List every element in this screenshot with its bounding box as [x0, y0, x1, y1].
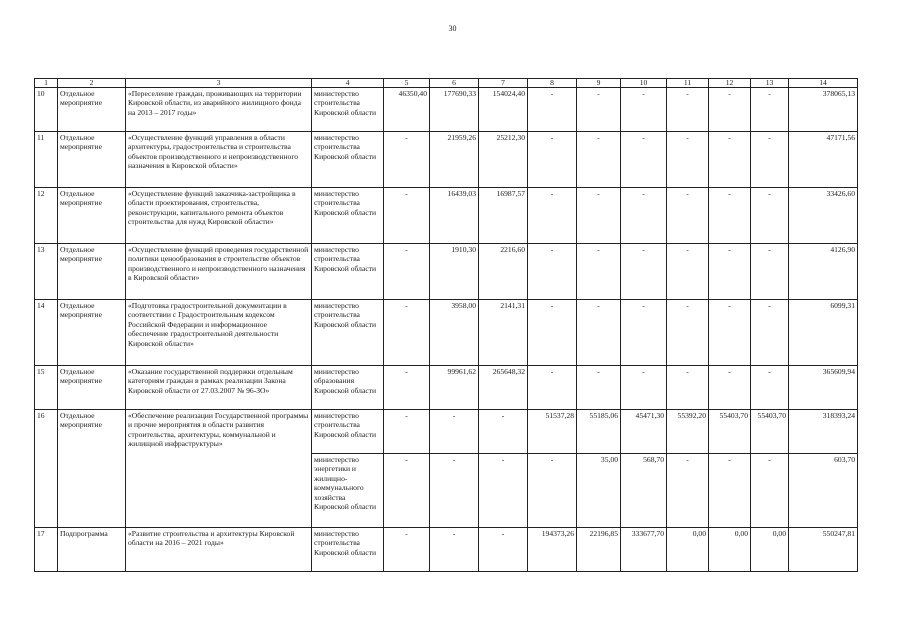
row-program-name: «Подготовка градостроительной документации в соответствии с Градостроительным кодексом Российской Федерации и информационное обеспечение градостроительной деятельности Кировской области» [126, 300, 312, 366]
row-value: - [577, 244, 621, 300]
row-value: - [709, 188, 751, 244]
row-program-name: «Обеспечение реализации Государственной программы и прочие мероприятия в области развития строительства, архитектуры, коммунальной и жилищной инфраструктуры» [126, 410, 312, 528]
row-value: - [577, 300, 621, 366]
row-total: 318393,24 [789, 410, 858, 454]
row-value: - [430, 528, 479, 572]
row-value: 45471,30 [621, 410, 667, 454]
row-program-name: «Осуществление функций управления в области архитектуры, градостроительства и строительства объектов производственного и непроизводственного назначения в Кировской области» [126, 132, 312, 188]
row-value: - [621, 88, 667, 132]
column-header: 8 [528, 79, 577, 88]
row-value: - [577, 132, 621, 188]
row-value: 333677,70 [621, 528, 667, 572]
row-value: - [430, 454, 479, 528]
row-value: 16987,57 [479, 188, 528, 244]
row-total: 4126,90 [789, 244, 858, 300]
row-value: - [751, 454, 789, 528]
column-header: 14 [789, 79, 858, 88]
column-header: 9 [577, 79, 621, 88]
row-executor: министерство строительства Кировской области [312, 410, 384, 454]
row-value: - [577, 88, 621, 132]
row-value: 55185,06 [577, 410, 621, 454]
row-value: - [528, 366, 577, 410]
row-value: 177690,33 [430, 88, 479, 132]
row-value: - [751, 188, 789, 244]
row-value: - [384, 410, 430, 454]
row-value: - [751, 132, 789, 188]
row-value: 21959,26 [430, 132, 479, 188]
page-number: 30 [448, 24, 457, 33]
row-value: - [528, 188, 577, 244]
row-value: - [751, 244, 789, 300]
row-value: - [709, 132, 751, 188]
row-total: 378065,13 [789, 88, 858, 132]
table-row [35, 528, 858, 572]
row-value: - [621, 244, 667, 300]
row-value: - [384, 366, 430, 410]
row-value: - [430, 410, 479, 454]
row-value: 55403,70 [709, 410, 751, 454]
row-value: - [384, 528, 430, 572]
row-value: 1910,30 [430, 244, 479, 300]
row-value: - [667, 366, 709, 410]
row-number: 10 [35, 88, 58, 132]
row-program-name: «Осуществление функций проведения государственной политики ценообразования в строительстве объектов производственного и непроизводственного назначения в Кировской области» [126, 244, 312, 300]
row-value: 2141,31 [479, 300, 528, 366]
row-value: 25212,30 [479, 132, 528, 188]
column-header: 5 [384, 79, 430, 88]
row-value: - [751, 88, 789, 132]
row-program-name: «Осуществление функций заказчика-застройщика в области проектирования, строительства, реконструкции, капитального ремонта объектов строительства для нужд Кировской области» [126, 188, 312, 244]
row-value: - [751, 300, 789, 366]
row-value: - [577, 188, 621, 244]
table-row [35, 300, 858, 366]
column-header: 13 [751, 79, 789, 88]
row-value: 265648,32 [479, 366, 528, 410]
row-value: - [621, 366, 667, 410]
row-total: 33426,60 [789, 188, 858, 244]
row-value: - [384, 244, 430, 300]
row-value: - [479, 454, 528, 528]
column-header: 1 [35, 79, 58, 88]
row-number: 11 [35, 132, 58, 188]
row-value: - [621, 300, 667, 366]
row-executor: министерство строительства Кировской области [312, 88, 384, 132]
row-value: - [667, 454, 709, 528]
column-header: 3 [126, 79, 312, 88]
row-value: - [479, 528, 528, 572]
row-number: 13 [35, 244, 58, 300]
table-row [35, 244, 858, 300]
row-value: - [709, 300, 751, 366]
row-type: Отдельное мероприятие [58, 132, 126, 188]
row-value: - [384, 188, 430, 244]
row-value: - [667, 188, 709, 244]
table-row [35, 132, 858, 188]
row-type: Подпрограмма [58, 528, 126, 572]
row-total: 47171,56 [789, 132, 858, 188]
row-executor: министерство строительства Кировской области [312, 188, 384, 244]
row-value: - [528, 244, 577, 300]
row-executor: министерство строительства Кировской области [312, 244, 384, 300]
row-total: 603,70 [789, 454, 858, 528]
row-value: - [667, 300, 709, 366]
row-value: - [709, 454, 751, 528]
column-header: 4 [312, 79, 384, 88]
row-program-name: «Развитие строительства и архитектуры Кировской области на 2016 – 2021 годы» [126, 528, 312, 572]
row-executor: министерство строительства Кировской области [312, 528, 384, 572]
row-program-name: «Оказание государственной поддержки отдельным категориям граждан в рамках реализации Закона Кировской области от 27.03.2007 № 96-ЗО» [126, 366, 312, 410]
column-header: 12 [709, 79, 751, 88]
row-value: 154024,40 [479, 88, 528, 132]
row-value: - [577, 366, 621, 410]
row-type: Отдельное мероприятие [58, 410, 126, 528]
row-number: 15 [35, 366, 58, 410]
row-value: - [709, 244, 751, 300]
row-value: - [384, 300, 430, 366]
column-header: 6 [430, 79, 479, 88]
row-total: 550247,81 [789, 528, 858, 572]
row-value: 55403,70 [751, 410, 789, 454]
row-value: - [528, 88, 577, 132]
row-value: - [709, 88, 751, 132]
row-value: - [479, 410, 528, 454]
row-value: 55392,20 [667, 410, 709, 454]
row-value: 3958,00 [430, 300, 479, 366]
row-value: 46350,40 [384, 88, 430, 132]
row-value: - [384, 132, 430, 188]
row-value: - [751, 366, 789, 410]
column-header: 7 [479, 79, 528, 88]
row-type: Отдельное мероприятие [58, 88, 126, 132]
row-value: - [528, 454, 577, 528]
table-row [35, 188, 858, 244]
row-value: 51537,28 [528, 410, 577, 454]
row-type: Отдельное мероприятие [58, 300, 126, 366]
row-number: 12 [35, 188, 58, 244]
budget-table [34, 78, 858, 572]
column-header: 11 [667, 79, 709, 88]
row-value: 0,00 [709, 528, 751, 572]
row-program-name: «Переселение граждан, проживающих на территории Кировской области, из аварийного жилищного фонда на 2013 – 2017 годы» [126, 88, 312, 132]
row-value: - [528, 300, 577, 366]
column-header: 10 [621, 79, 667, 88]
row-value: 0,00 [667, 528, 709, 572]
row-executor: министерство строительства Кировской области [312, 132, 384, 188]
row-value: - [621, 132, 667, 188]
row-value: 99961,62 [430, 366, 479, 410]
row-executor: министерство образования Кировской области [312, 366, 384, 410]
row-type: Отдельное мероприятие [58, 188, 126, 244]
row-executor: министерство энергетики и жилищно-коммунального хозяйства Кировской области [312, 454, 384, 528]
row-type: Отдельное мероприятие [58, 366, 126, 410]
row-type: Отдельное мероприятие [58, 244, 126, 300]
row-number: 14 [35, 300, 58, 366]
row-value: 2216,60 [479, 244, 528, 300]
row-value: 568,70 [621, 454, 667, 528]
table-row [35, 410, 858, 454]
row-total: 365609,94 [789, 366, 858, 410]
column-header: 2 [58, 79, 126, 88]
row-value: - [667, 132, 709, 188]
row-value: 16439,03 [430, 188, 479, 244]
row-number: 17 [35, 528, 58, 572]
row-number: 16 [35, 410, 58, 528]
table-row [35, 366, 858, 410]
row-value: - [621, 188, 667, 244]
row-value: 22196,85 [577, 528, 621, 572]
row-value: 194373,26 [528, 528, 577, 572]
row-value: - [528, 132, 577, 188]
row-value: 35,00 [577, 454, 621, 528]
row-value: 0,00 [751, 528, 789, 572]
row-value: - [384, 454, 430, 528]
table-body [35, 88, 858, 572]
table-row [35, 88, 858, 132]
row-value: - [667, 88, 709, 132]
row-value: - [709, 366, 751, 410]
row-total: 6099,31 [789, 300, 858, 366]
row-value: - [667, 244, 709, 300]
table-header-row [35, 79, 858, 88]
row-executor: министерство строительства Кировской области [312, 300, 384, 366]
